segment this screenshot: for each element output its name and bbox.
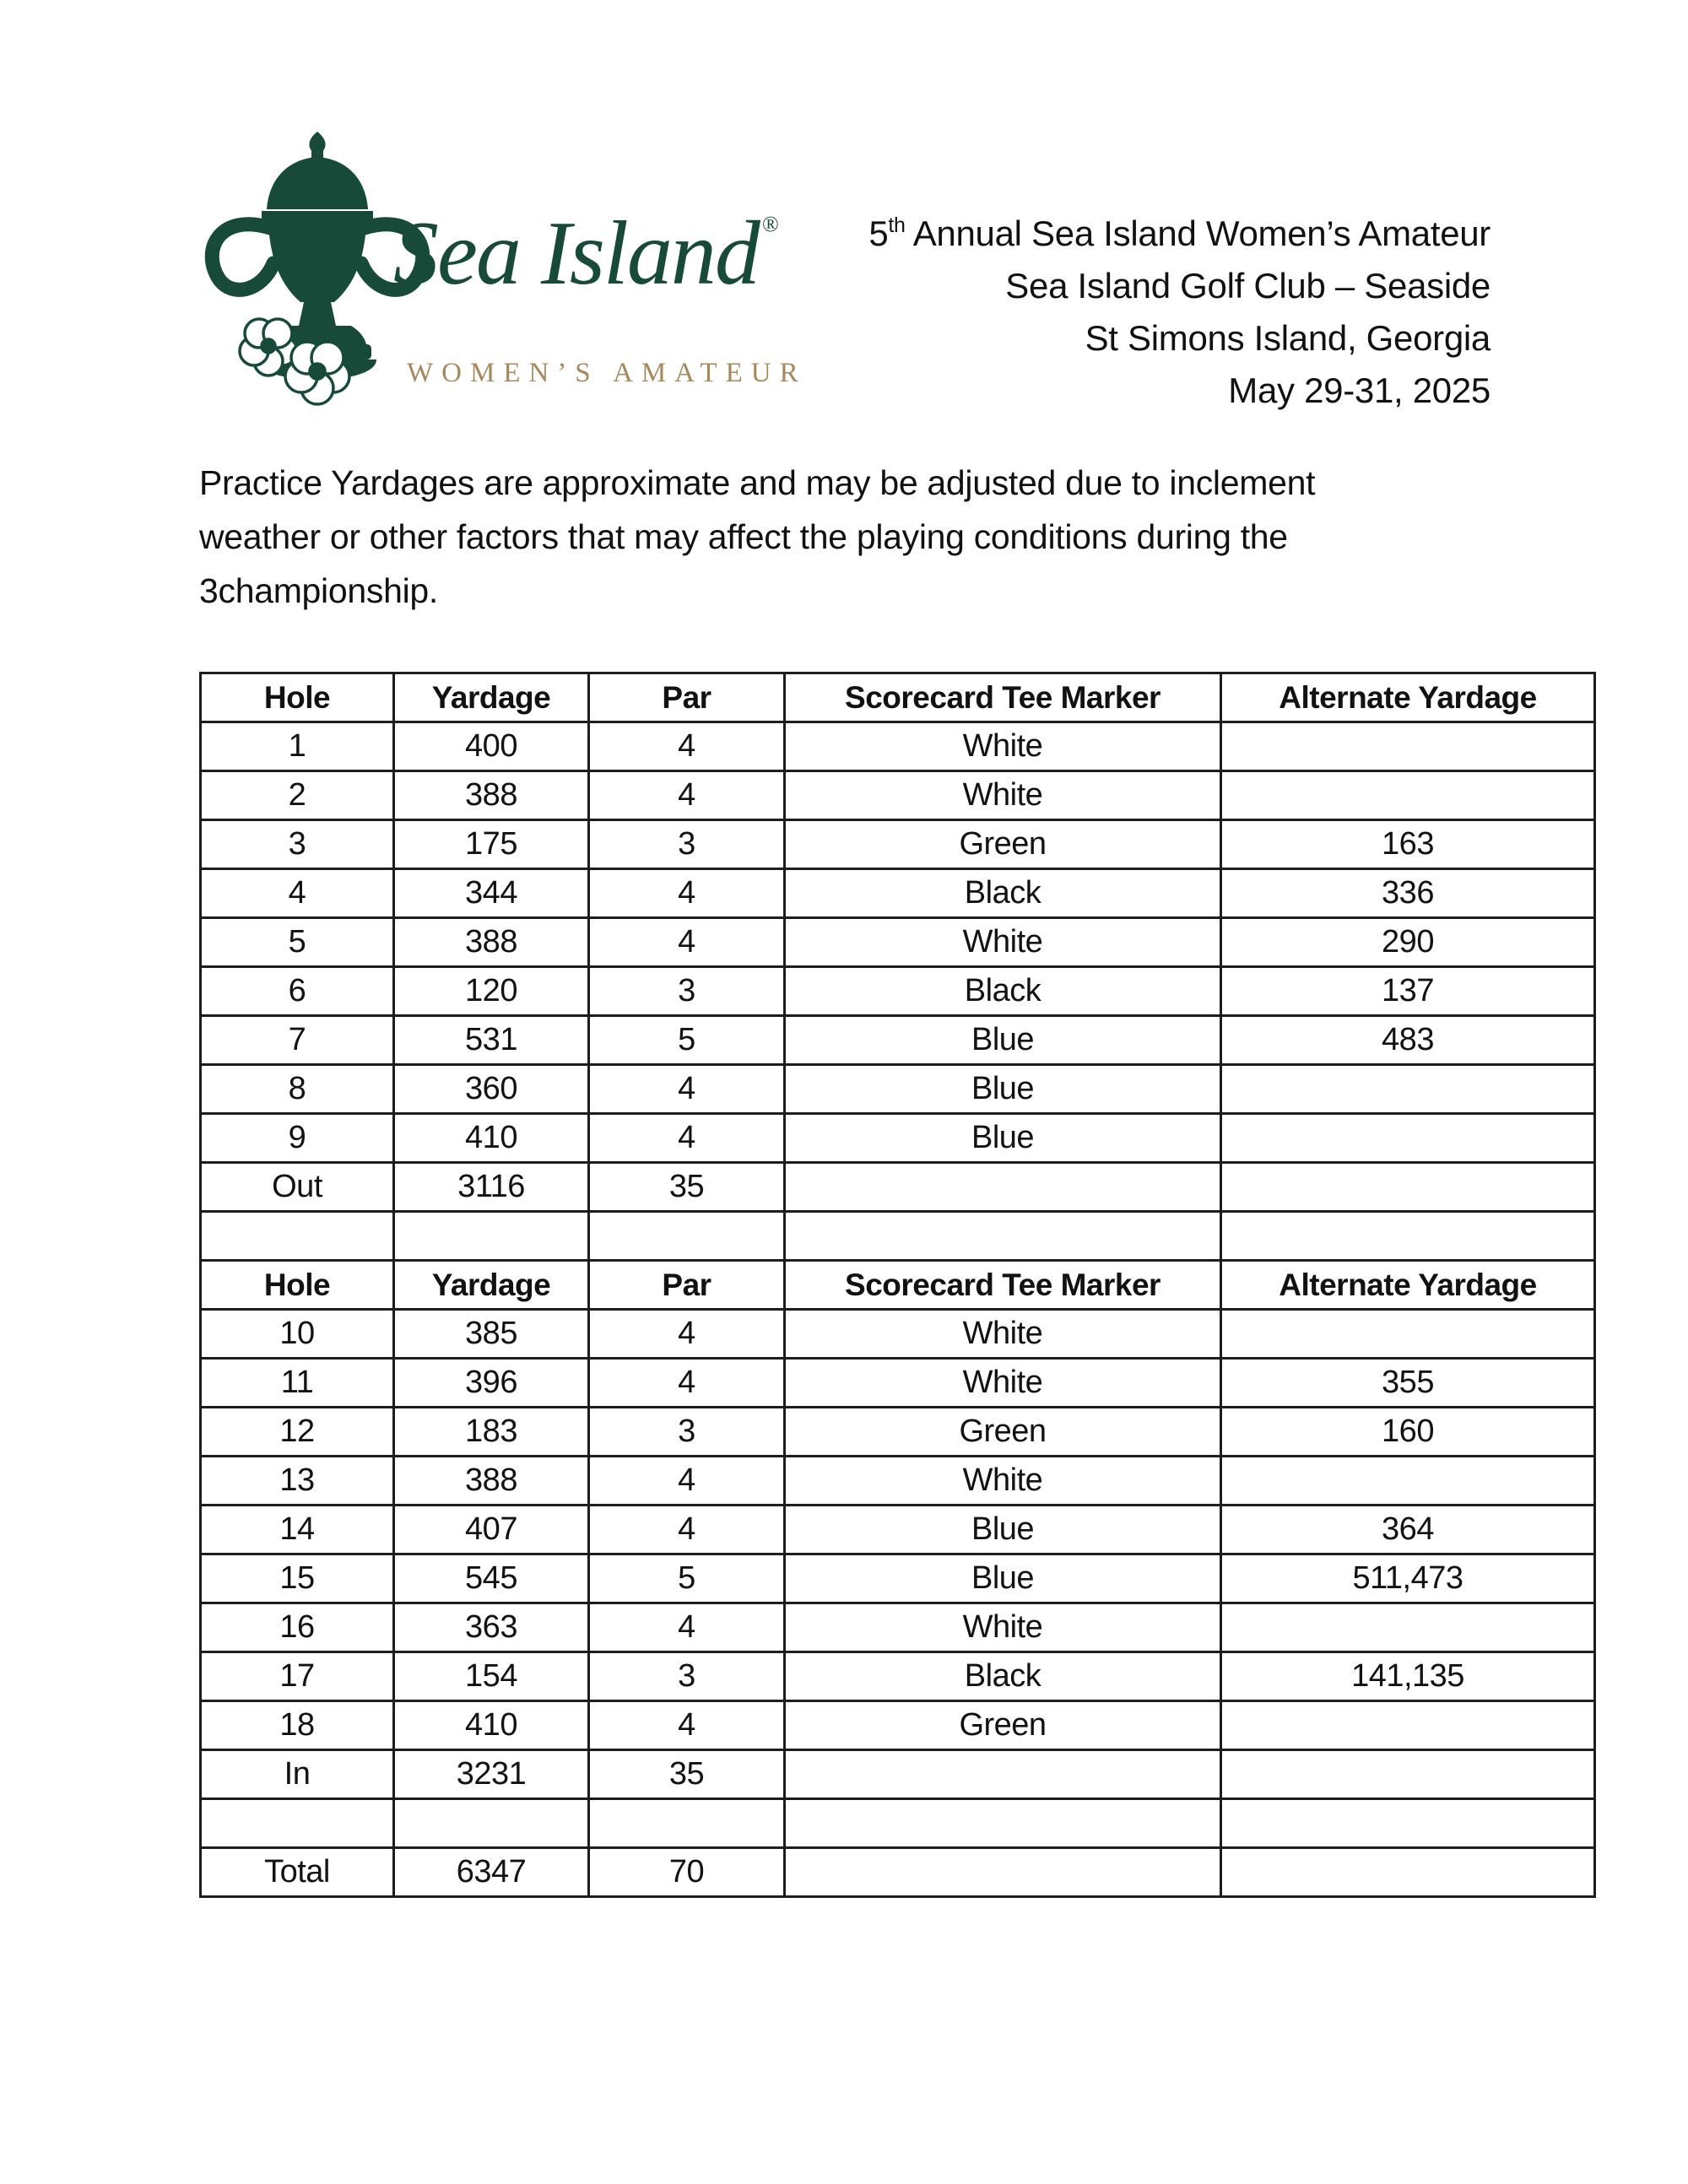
- table-cell: [201, 1799, 394, 1848]
- table-cell: 410: [394, 1114, 589, 1163]
- blank-row: [201, 1799, 1595, 1848]
- table-cell: 14: [201, 1506, 394, 1554]
- table-cell: [785, 1848, 1221, 1897]
- table-cell: Total: [201, 1848, 394, 1897]
- table-row: [201, 1359, 1595, 1408]
- table-row: [201, 1408, 1595, 1457]
- table-row: [201, 1114, 1595, 1163]
- table-cell: 5: [201, 918, 394, 967]
- column-header: Yardage: [394, 673, 589, 722]
- column-header: Yardage: [394, 1261, 589, 1310]
- table-cell: 4: [589, 1457, 785, 1506]
- table-cell: 4: [589, 1701, 785, 1750]
- registered-trademark: ®: [761, 212, 779, 236]
- column-header: Par: [589, 673, 785, 722]
- event-location: St Simons Island, Georgia: [1085, 318, 1491, 358]
- event-title: [868, 199, 1491, 260]
- table-cell: 363: [394, 1603, 589, 1652]
- table-cell: 388: [394, 771, 589, 820]
- table-row: [201, 1457, 1595, 1506]
- table-cell: Green: [785, 1701, 1221, 1750]
- table-row: [201, 1016, 1595, 1065]
- notice-paragraph: [199, 456, 1315, 618]
- header-row: [201, 1261, 1595, 1310]
- table-cell: Green: [785, 1408, 1221, 1457]
- table-row: [201, 967, 1595, 1016]
- table-cell: 4: [589, 1310, 785, 1359]
- table-cell: 3: [589, 820, 785, 869]
- column-header: Scorecard Tee Marker: [785, 1261, 1221, 1310]
- table-cell: 388: [394, 1457, 589, 1506]
- table-cell: 364: [1221, 1506, 1595, 1554]
- table-row: [201, 1652, 1595, 1701]
- event-title-ordinal: th: [888, 214, 906, 237]
- table-cell: 16: [201, 1603, 394, 1652]
- table-cell: 154: [394, 1652, 589, 1701]
- table-cell: Black: [785, 967, 1221, 1016]
- table-cell: 3: [589, 1408, 785, 1457]
- table-cell: White: [785, 1603, 1221, 1652]
- table-cell: 344: [394, 869, 589, 918]
- table-cell: Blue: [785, 1554, 1221, 1603]
- table-cell: 410: [394, 1701, 589, 1750]
- table-cell: Out: [201, 1163, 394, 1212]
- notice-line: weather or other factors that may affect the playing conditions during the: [199, 517, 1288, 556]
- table-cell: [1221, 1750, 1595, 1799]
- table-cell: 4: [589, 869, 785, 918]
- table-cell: 5: [589, 1554, 785, 1603]
- column-header: Alternate Yardage: [1221, 673, 1595, 722]
- yardage-table: [199, 672, 1596, 1898]
- table-cell: [1221, 1114, 1595, 1163]
- table-cell: [394, 1799, 589, 1848]
- column-header: Hole: [201, 673, 394, 722]
- brand-script: [393, 204, 779, 305]
- table-cell: [785, 1799, 1221, 1848]
- table-cell: 18: [201, 1701, 394, 1750]
- brand-subtitle: WOMEN’S AMATEUR: [407, 358, 807, 388]
- table-cell: 4: [589, 1114, 785, 1163]
- table-cell: [1221, 1457, 1595, 1506]
- table-cell: 290: [1221, 918, 1595, 967]
- table-cell: 183: [394, 1408, 589, 1457]
- table-cell: White: [785, 918, 1221, 967]
- table-cell: [1221, 1065, 1595, 1114]
- table-cell: 483: [1221, 1016, 1595, 1065]
- table-row: [201, 1163, 1595, 1212]
- table-cell: White: [785, 1359, 1221, 1408]
- column-header: Hole: [201, 1261, 394, 1310]
- table-row: [201, 1310, 1595, 1359]
- table-row: [201, 1750, 1595, 1799]
- table-row: [201, 918, 1595, 967]
- table-cell: 4: [201, 869, 394, 918]
- table-cell: 17: [201, 1652, 394, 1701]
- table-cell: [785, 1212, 1221, 1261]
- table-cell: 8: [201, 1065, 394, 1114]
- table-cell: [1221, 1701, 1595, 1750]
- event-title-rest: Annual Sea Island Women’s Amateur: [905, 214, 1491, 253]
- table-cell: 4: [589, 1359, 785, 1408]
- table-cell: 7: [201, 1016, 394, 1065]
- table-cell: 13: [201, 1457, 394, 1506]
- table-cell: [394, 1212, 589, 1261]
- table-cell: 4: [589, 1065, 785, 1114]
- table-cell: In: [201, 1750, 394, 1799]
- table-cell: 35: [589, 1750, 785, 1799]
- column-header: Par: [589, 1261, 785, 1310]
- table-cell: [1221, 722, 1595, 771]
- table-cell: [1221, 1163, 1595, 1212]
- table-cell: Blue: [785, 1506, 1221, 1554]
- table-cell: White: [785, 1457, 1221, 1506]
- table-cell: Green: [785, 820, 1221, 869]
- table-cell: 3231: [394, 1750, 589, 1799]
- table-cell: 5: [589, 1016, 785, 1065]
- table-cell: 545: [394, 1554, 589, 1603]
- table-row: [201, 1506, 1595, 1554]
- table-cell: Black: [785, 1652, 1221, 1701]
- table-cell: 3116: [394, 1163, 589, 1212]
- column-header: Alternate Yardage: [1221, 1261, 1595, 1310]
- header-row: [201, 673, 1595, 722]
- table-cell: 407: [394, 1506, 589, 1554]
- table-cell: 511,473: [1221, 1554, 1595, 1603]
- table-cell: [785, 1750, 1221, 1799]
- table-cell: 1: [201, 722, 394, 771]
- table-cell: 4: [589, 722, 785, 771]
- event-title-number: 5: [868, 214, 889, 253]
- table-cell: [1221, 1799, 1595, 1848]
- table-cell: 11: [201, 1359, 394, 1408]
- table-row: [201, 869, 1595, 918]
- table-cell: 120: [394, 967, 589, 1016]
- table-cell: 9: [201, 1114, 394, 1163]
- notice-line: 3championship.: [199, 571, 438, 610]
- table-cell: 336: [1221, 869, 1595, 918]
- table-row: [201, 771, 1595, 820]
- table-cell: 10: [201, 1310, 394, 1359]
- table-row: [201, 1603, 1595, 1652]
- table-cell: Blue: [785, 1016, 1221, 1065]
- brand-name: Sea Island: [393, 203, 759, 304]
- table-cell: [589, 1212, 785, 1261]
- table-cell: 4: [589, 771, 785, 820]
- table-cell: 4: [589, 1603, 785, 1652]
- table-cell: [1221, 1603, 1595, 1652]
- table-cell: [1221, 1848, 1595, 1897]
- event-venue: Sea Island Golf Club – Seaside: [1005, 266, 1491, 305]
- table-cell: [1221, 1310, 1595, 1359]
- table-row: [201, 1554, 1595, 1603]
- yardage-table-body: [201, 673, 1595, 1897]
- table-cell: [1221, 771, 1595, 820]
- event-dates: May 29-31, 2025: [1228, 370, 1491, 410]
- table-cell: 160: [1221, 1408, 1595, 1457]
- table-cell: Blue: [785, 1065, 1221, 1114]
- table-row: [201, 820, 1595, 869]
- table-cell: 531: [394, 1016, 589, 1065]
- table-cell: Black: [785, 869, 1221, 918]
- table-row: [201, 722, 1595, 771]
- table-cell: 3: [201, 820, 394, 869]
- event-header: [868, 199, 1491, 417]
- table-cell: Blue: [785, 1114, 1221, 1163]
- table-cell: 360: [394, 1065, 589, 1114]
- table-cell: 6347: [394, 1848, 589, 1897]
- column-header: Scorecard Tee Marker: [785, 673, 1221, 722]
- table-cell: 4: [589, 918, 785, 967]
- table-cell: 388: [394, 918, 589, 967]
- table-row: [201, 1848, 1595, 1897]
- table-cell: 3: [589, 1652, 785, 1701]
- table-cell: 137: [1221, 967, 1595, 1016]
- table-row: [201, 1701, 1595, 1750]
- table-cell: 4: [589, 1506, 785, 1554]
- table-cell: 15: [201, 1554, 394, 1603]
- table-cell: 175: [394, 820, 589, 869]
- table-cell: White: [785, 771, 1221, 820]
- table-cell: 3: [589, 967, 785, 1016]
- yardage-table-container: [199, 672, 1596, 1898]
- table-cell: 163: [1221, 820, 1595, 869]
- table-cell: White: [785, 1310, 1221, 1359]
- table-cell: 141,135: [1221, 1652, 1595, 1701]
- table-cell: [589, 1799, 785, 1848]
- table-cell: [1221, 1212, 1595, 1261]
- table-cell: 396: [394, 1359, 589, 1408]
- table-cell: 355: [1221, 1359, 1595, 1408]
- table-row: [201, 1065, 1595, 1114]
- blank-row: [201, 1212, 1595, 1261]
- table-cell: 6: [201, 967, 394, 1016]
- table-cell: [201, 1212, 394, 1261]
- table-cell: 35: [589, 1163, 785, 1212]
- notice-line: Practice Yardages are approximate and may be adjusted due to inclement: [199, 463, 1316, 502]
- table-cell: 2: [201, 771, 394, 820]
- table-cell: White: [785, 722, 1221, 771]
- table-cell: 12: [201, 1408, 394, 1457]
- table-cell: 70: [589, 1848, 785, 1897]
- table-cell: 385: [394, 1310, 589, 1359]
- table-cell: [785, 1163, 1221, 1212]
- table-cell: 400: [394, 722, 589, 771]
